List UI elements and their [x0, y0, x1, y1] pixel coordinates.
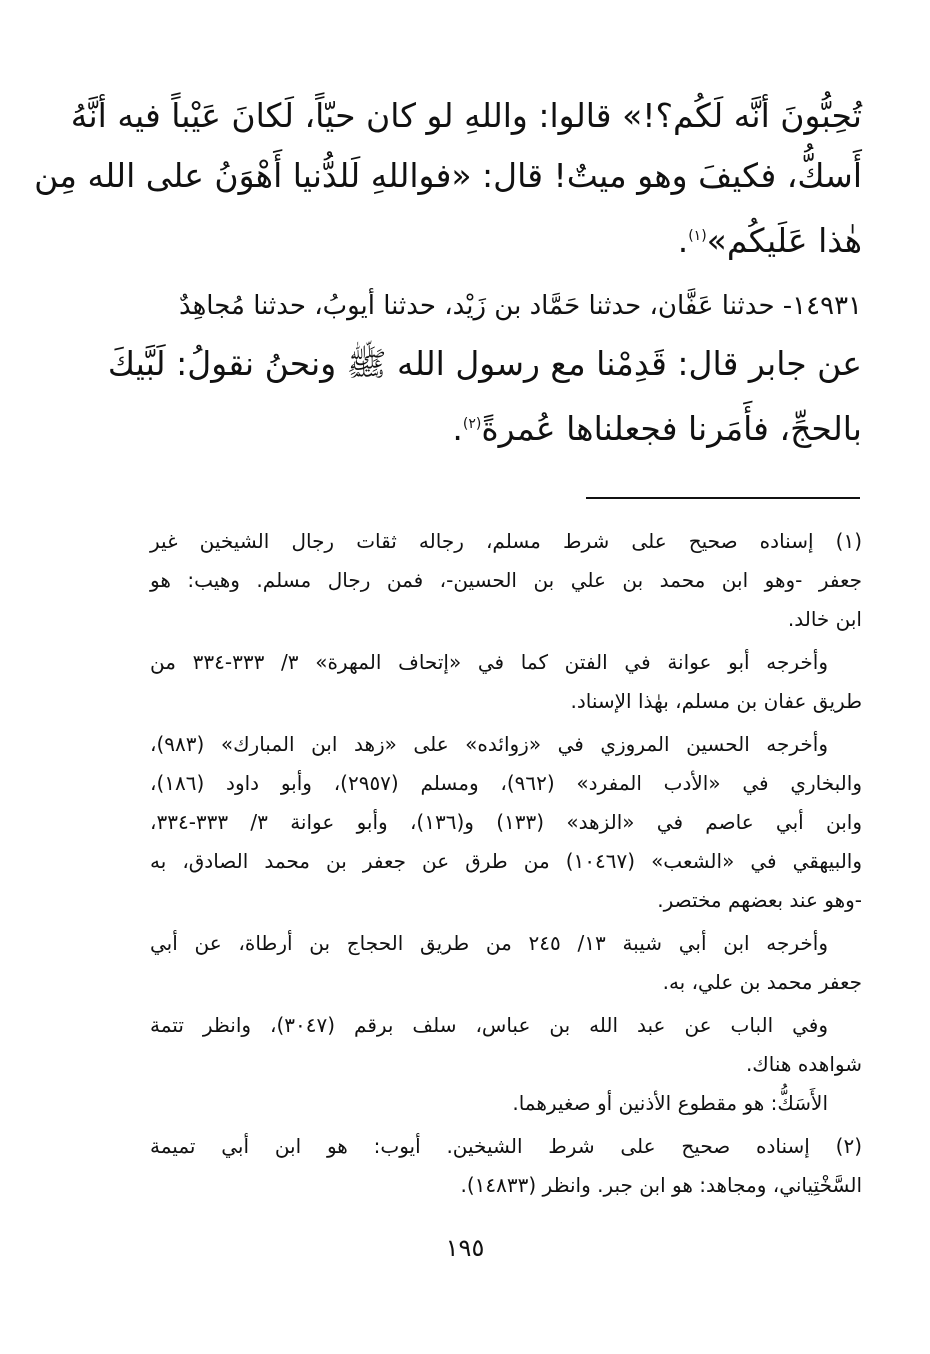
- footnote-line: والبيهقي في «الشعب» (١٠٤٦٧) من طرق عن جعفر بن محمد الصادق، به: [150, 849, 862, 873]
- footnote-line: وفي الباب عن عبد الله بن عباس، سلف برقم (٣٠٤٧)، وانظر تتمة: [150, 1013, 828, 1037]
- footnote-separator: [586, 497, 860, 499]
- main-text-line-3-text: هٰذا عَلَيكُم»: [706, 221, 862, 260]
- footnote-line: وأخرجه ابن أبي شيبة ١٣/ ٢٤٥ من طريق الحجاج بن أرطاة، عن أبي: [150, 931, 828, 955]
- page-number: ١٩٥: [445, 1234, 485, 1262]
- footnote-line: السَّخْتِياني، ومجاهد: هو ابن جبر. وانظر (١٤٨٣٣).: [460, 1173, 862, 1197]
- hadith-number-line: ١٤٩٣١- حدثنا عَفَّان، حدثنا حَمَّاد بن زَيْد، حدثنا أيوبُ، حدثنا مُجاهِدٌ: [178, 291, 862, 321]
- full-stop: .: [677, 221, 689, 260]
- main-text-line-2: أَسكُّ، فكيفَ وهو ميتٌ! قال: «فواللهِ لَلدُّنيا أَهْوَنُ على الله مِن: [34, 156, 862, 195]
- footnote-line: وأخرجه الحسين المروزي في «زوائده» على «زهد ابن المبارك» (٩٨٣)،: [150, 732, 828, 756]
- main-text: [34, 86, 862, 454]
- footnote-ref-2: (٢): [462, 416, 482, 432]
- hadith-line-1: عن جابر قال: قَدِمْنا مع رسول الله ﷺ ونحنُ نقولُ: لَبَّيكَ: [107, 344, 862, 383]
- footnotes: [150, 522, 862, 1205]
- footnote-line: (٢) إسناده صحيح على شرط الشيخين. أيوب: هو ابن أبي تميمة: [150, 1134, 862, 1158]
- footnote-line: جعفر محمد بن علي، به.: [662, 970, 862, 994]
- hadith-line-2: [150, 394, 862, 454]
- full-stop: .: [452, 409, 463, 448]
- hadith-line-2-text: بالحجِّ، فأَمَرنا فجعلناها عُمرةً: [481, 409, 862, 448]
- footnote-line: (١) إسناده صحيح على شرط مسلم، رجاله ثقات رجال الشيخين غير: [150, 529, 862, 553]
- footnote-line: شواهده هناك.: [745, 1052, 862, 1076]
- footnote-line: طريق عفان بن مسلم، بهٰذا الإسناد.: [570, 689, 862, 713]
- footnote-line: وابن أبي عاصم في «الزهد» (١٣٣) و(١٣٦)، وأبو عوانة ٣/ ٣٣٣-٣٣٤،: [150, 810, 862, 834]
- main-text-line-1: تُحِبُّونَ أنَّه لَكُم؟!» قالوا: واللهِ لو كان حيّاً، لَكانَ عَيْباً فيه أنَّهُ: [70, 96, 862, 135]
- footnote-line: وأخرجه أبو عوانة في الفتن كما في «إتحاف المهرة» ٣/ ٣٣٣-٣٣٤ من: [150, 650, 828, 674]
- footnote-line: والبخاري في «الأدب المفرد» (٩٦٢)، ومسلم (٢٩٥٧)، وأبو داود (١٨٦)،: [150, 771, 862, 795]
- main-text-line-3: [150, 206, 862, 266]
- footnote-ref-1: (١): [688, 228, 707, 244]
- footnote-line: الأَسَكُّ: هو مقطوع الأذنين أو صغيرهما.: [512, 1091, 828, 1115]
- footnote-line: -وهو عند بعضهم مختصر.: [657, 888, 862, 912]
- footnote-line: ابن خالد.: [787, 607, 862, 631]
- footnote-line: جعفر -وهو ابن محمد بن علي بن الحسين-، فمن رجال مسلم. وهيب: هو: [150, 568, 862, 592]
